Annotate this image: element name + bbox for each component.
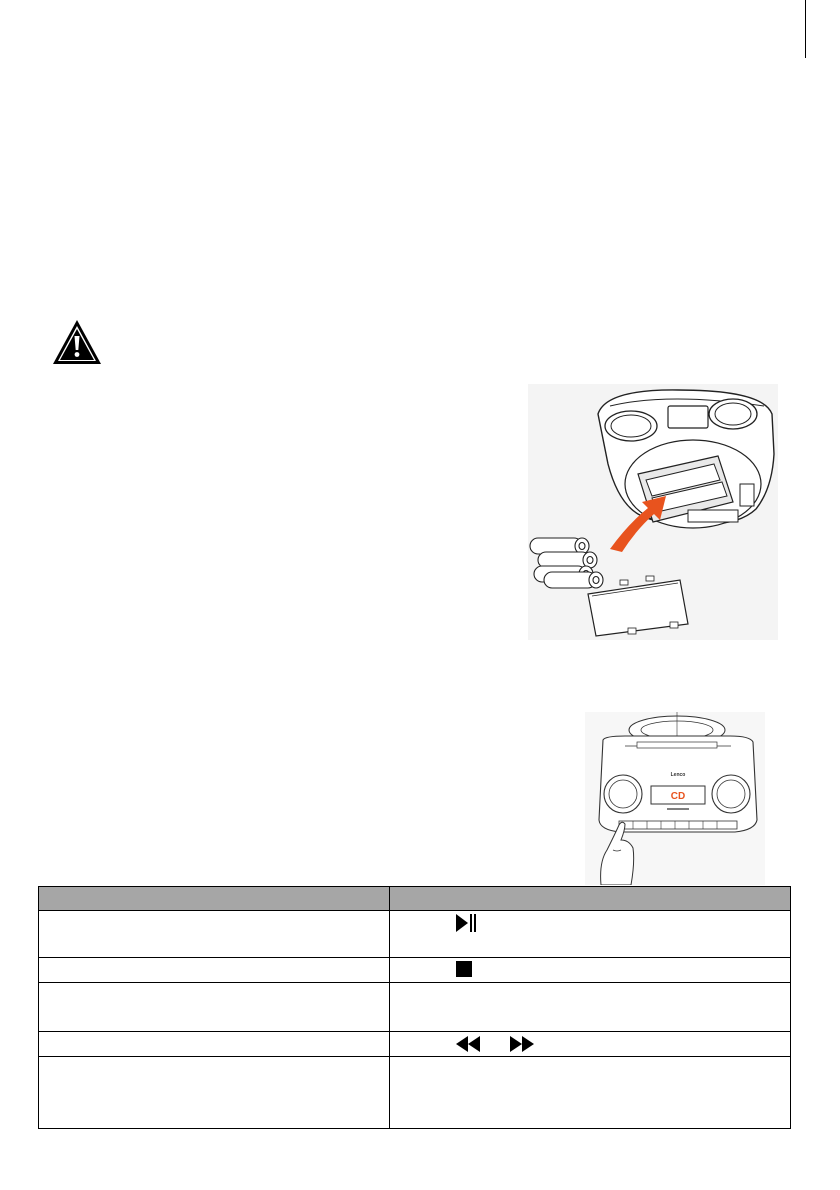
skip-forward-icon (510, 1036, 534, 1052)
table-row (39, 1057, 791, 1129)
button-cell (390, 1032, 791, 1057)
table-row (39, 958, 791, 983)
table-row (39, 983, 791, 1032)
stop-icon (456, 961, 472, 977)
warning-triangle-icon (51, 318, 103, 366)
display-text: CD (670, 791, 686, 802)
function-cell (39, 958, 390, 983)
function-cell (39, 1057, 390, 1129)
cd-player-front-panel-illustration (585, 712, 765, 885)
header-button (390, 887, 791, 911)
button-cell (390, 911, 791, 958)
function-cell (39, 911, 390, 958)
skip-back-icon (456, 1036, 480, 1052)
button-cell (390, 958, 791, 983)
page-edge-mark (805, 0, 806, 58)
table-row (39, 911, 791, 958)
header-function (39, 887, 390, 911)
function-cell (39, 983, 390, 1032)
play-pause-icon (456, 914, 476, 932)
function-cell (39, 1032, 390, 1057)
brand-logo-text: Lenco (670, 772, 686, 778)
table-header-row (39, 887, 791, 911)
battery-compartment-illustration (528, 384, 778, 640)
controls-table (38, 886, 791, 1129)
button-cell (390, 983, 791, 1032)
button-cell (390, 1057, 791, 1129)
table-row (39, 1032, 791, 1057)
